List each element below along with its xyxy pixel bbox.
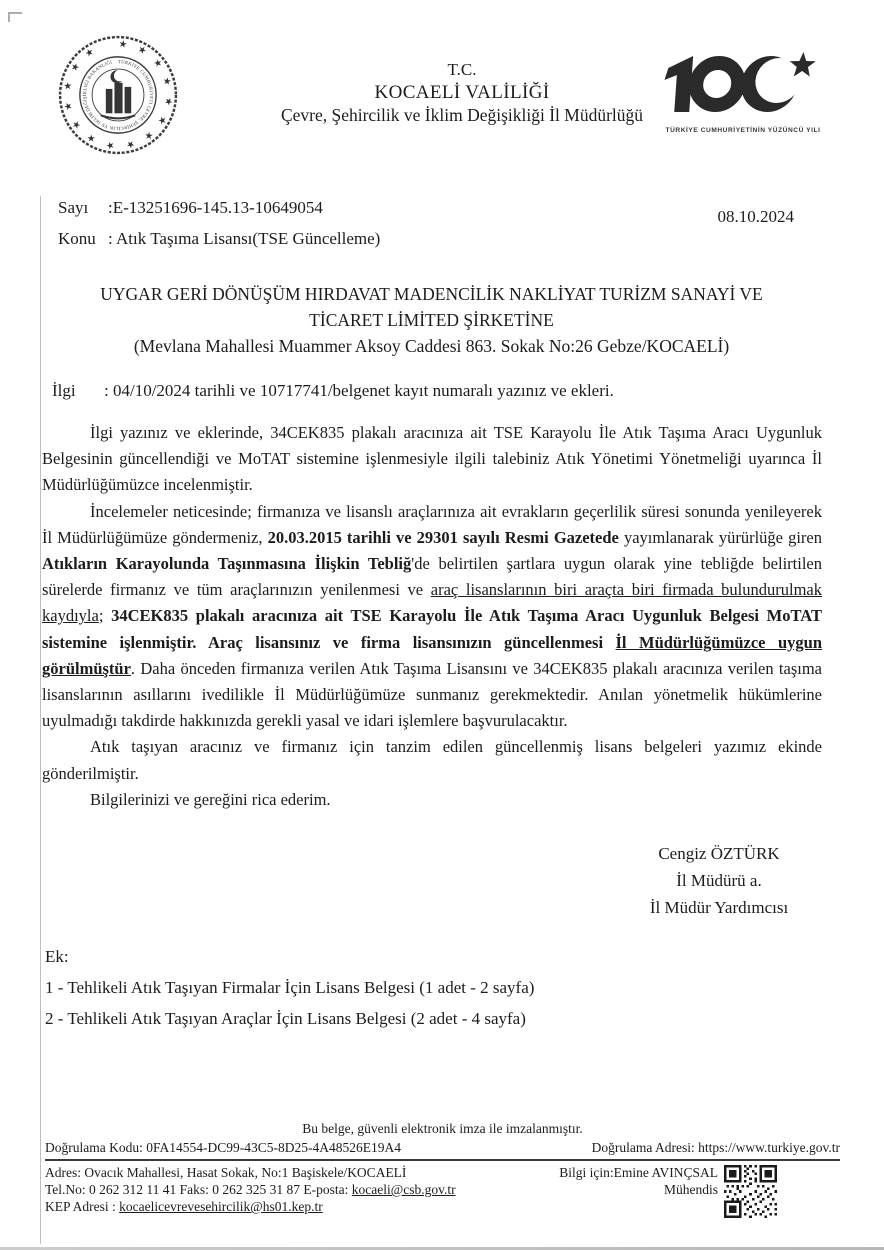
attachment-item: 1 - Tehlikeli Atık Taşıyan Firmalar İçin Lisans Belgesi (1 adet - 2 sayfa) (45, 978, 535, 997)
seal-circular-text: TÜRKİYE CUMHURİYETİ ÇEVRE, ŞEHİRCİLİK VE İKLİM DEĞİŞİKLİĞİ BAKANLIĞI (82, 59, 154, 131)
office-address: Adres: Ovacık Mahallesi, Hasat Sokak, No:1 Başiskele/KOCAELİ (45, 1165, 407, 1180)
body-segment: 'de belirtilen şartlara uygun olarak yine tebliğde belirtilen sürelerde firmanız ve tüm araçlarınızın yenilenmesi ve (42, 554, 822, 600)
body-segment-bold: 20.03.2015 tarihli ve 29301 sayılı Resmi Gazetede (267, 527, 619, 547)
attachments-label: Ek: (45, 947, 69, 966)
sayi-value: :E-13251696-145.13-10649054 (108, 198, 323, 217)
scan-corner-artifact (8, 12, 22, 22)
body-segment: İncelemeler neticesinde; firmanıza ve lisanslı araçlarınıza ait evrakların geçerlilik süresi sonunda yenileyerek İl Müdürlüğümüze göndermeniz, (42, 501, 822, 547)
signer-name: Cengiz ÖZTÜRK (658, 844, 780, 863)
body-segment-bold: 34CEK835 plakalı aracınıza ait TSE Karayolu İle Atık Taşıma Aracı Uygunluk Belgesi MoTAT sistemine işlenmiştir. Araç lisansınız ve firma lisansınızın güncellenmesi (42, 606, 822, 652)
recipient-name-line2: TİCARET LİMİTED ŞİRKETİNE (309, 310, 554, 330)
phone-fax-email-line (45, 1181, 840, 1198)
qr-code-icon (724, 1165, 777, 1218)
signature-block (596, 840, 842, 921)
governorship-title: KOCAELİ VALİLİĞİ (374, 82, 550, 103)
seal-center-emblem (101, 70, 136, 119)
paragraph-3: Atık taşıyan aracınız ve firmanız için tanzim edilen güncellenmiş lisans belgeleri yazımız ekinde gönderilmiştir. (42, 737, 822, 783)
body-segment-underline: araç lisanslarının biri araçta biri firmada bulundurulmak kaydıyla (42, 580, 822, 626)
email-address: kocaeli@csb.gov.tr (351, 1182, 456, 1197)
centenary-100-logo-icon (654, 44, 832, 144)
letter-body (42, 420, 822, 813)
republic-abbreviation: T.C. (447, 60, 477, 79)
document-date: 08.10.2024 (717, 207, 794, 226)
paragraph-4: Bilgilerinizi ve gereğini rica ederim. (90, 789, 331, 809)
centenary-caption: TÜRKİYE CUMHURİYETİNİN YÜZÜNCÜ YILI (665, 127, 821, 134)
sayi-label: Sayı (58, 198, 89, 217)
signer-title-2: İl Müdür Yardımcısı (649, 898, 789, 917)
verification-address: Doğrulama Adresi: https://www.turkiye.gov.tr (591, 1140, 840, 1155)
konu-row (58, 229, 794, 249)
attachment-item: 2 - Tehlikeli Atık Taşıyan Araçlar İçin Lisans Belgesi (2 adet - 4 sayfa) (45, 1009, 526, 1028)
recipient-block (45, 281, 818, 359)
kep-label: KEP Adresi : (45, 1199, 120, 1214)
verification-row (45, 1139, 840, 1161)
phone-fax-label: Tel.No: 0 262 312 11 41 Faks: 0 262 325 31 87 E-posta: (45, 1182, 352, 1197)
konu-label: Konu (58, 229, 96, 248)
kep-line (45, 1198, 840, 1215)
esignature-note: Bu belge, güvenli elektronik imza ile imzalanmıştır. (302, 1121, 583, 1136)
paragraph-2 (42, 499, 822, 735)
kep-address: kocaelicevrevesehircilik@hs01.kep.tr (119, 1199, 323, 1214)
verification-code: Doğrulama Kodu: 0FA14554-DC99-43C5-8D25-4A48526E19A4 (45, 1140, 401, 1155)
reference-row (52, 381, 614, 401)
recipient-address: (Mevlana Mahallesi Muammer Aksoy Caddesi 863. Sokak No:26 Gebze/KOCAELİ) (133, 336, 730, 356)
contact-block (45, 1161, 840, 1215)
body-segment: yayımlanarak yürürlüğe giren (618, 527, 822, 547)
footer-block (45, 1120, 840, 1215)
attachments-block (45, 941, 534, 1034)
document-meta (58, 198, 794, 260)
body-segment-bold: Atıkların Karayolunda Taşınmasına İlişkin Tebliğ (42, 554, 412, 574)
reference-label: İlgi (52, 381, 76, 400)
konu-value: : Atık Taşıma Lisansı(TSE Güncelleme) (108, 229, 381, 248)
info-contact-name: Bilgi için:Emine AVINÇSAL (559, 1165, 718, 1180)
body-segment-bold-underline: İl Müdürlüğümüzce uygun görülmüştür (42, 632, 822, 678)
signer-title-1: İl Müdürü a. (676, 871, 762, 890)
info-contact (559, 1164, 718, 1198)
sayi-row (58, 198, 794, 218)
paragraph-1: İlgi yazınız ve eklerinde, 34CEK835 plakalı aracınıza ait TSE Karayolu İle Atık Taşıma Aracı Uygunluk Belgesinin güncellendiği ve MoTAT sistemine işlenmesiyle ilgili talebiniz Atık Yönetimi Yönetmeliği uyarınca İl Müdürlüğümüzce incelenmiştir. (42, 423, 822, 495)
body-segment: . Daha önceden firmanıza verilen Atık Taşıma Lisansını ve 34CEK835 plakalı aracınıza verilen taşıma lisanslarının asıllarını ivedilikle İl Müdürlüğümüze sunmanız gerekmektedir. Anılan yönetmelik hükümlerine uyulmadığı takdirde hakkınızda gerekli yasal ve idari işlemlere başvurulacaktır. (42, 658, 822, 731)
recipient-name-line1: UYGAR GERİ DÖNÜŞÜM HIRDAVAT MADENCİLİK NAKLİYAT TURİZM SANAYİ VE (100, 284, 763, 304)
scan-edge-line (40, 196, 41, 1244)
svg-text:★★★★★★★★★★★★★★★: ★★★★★★★★★★★★★★★ (61, 38, 175, 152)
directorate-title: Çevre, Şehircilik ve İklim Değişikliği İl Müdürlüğü (280, 105, 644, 125)
reference-value: : 04/10/2024 tarihli ve 10717741/belgenet kayıt numaralı yazınız ve ekleri. (104, 381, 614, 400)
body-segment: ; (98, 606, 112, 626)
info-contact-title: Mühendis (664, 1182, 718, 1197)
